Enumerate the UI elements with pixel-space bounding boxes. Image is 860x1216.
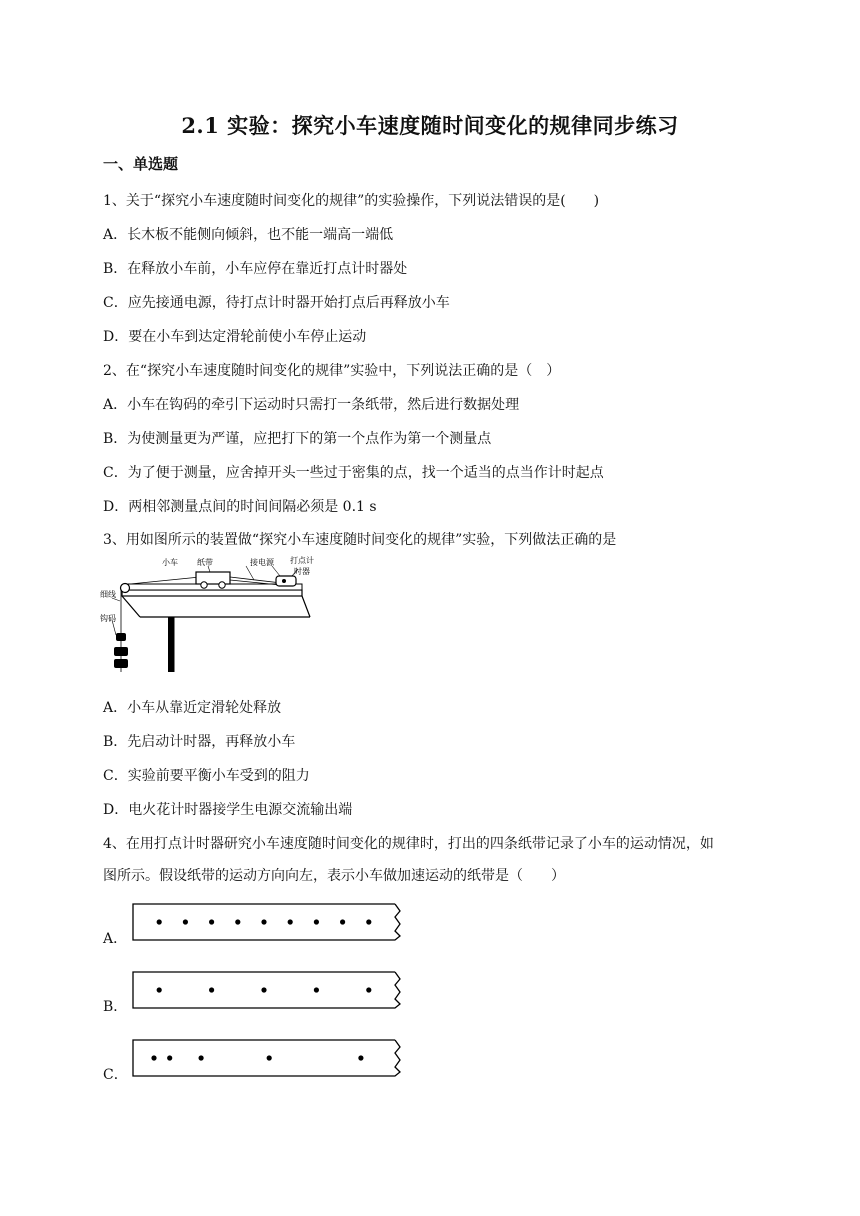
tape-dot <box>366 987 371 992</box>
tape-dot <box>199 1055 204 1060</box>
tape-dot <box>235 919 240 924</box>
question-2-option-a: A．小车在钩码的牵引下运动时只需打一条纸带，然后进行数据处理 <box>103 397 520 413</box>
tape-dot <box>314 987 319 992</box>
figure-label-string: 细线 <box>100 590 116 599</box>
tape-dot <box>261 919 266 924</box>
page-title: 2.1 实验：探究小车速度随时间变化的规律同步练习 <box>181 113 679 138</box>
tape-option-label: C． <box>103 1067 128 1083</box>
tape-dot <box>288 919 293 924</box>
figure-label-car: 小车 <box>162 558 178 567</box>
tape-dot <box>358 1055 363 1060</box>
figure-label-timer-2: 时器 <box>294 567 310 576</box>
tape-dot <box>261 987 266 992</box>
tape-dot <box>183 919 188 924</box>
question-4-stem-line-1: 4、在用打点计时器研究小车速度随时间变化的规律时，打出的四条纸带记录了小车的运动情况，如 <box>103 836 714 852</box>
figure-label-tape: 纸带 <box>197 558 213 567</box>
tape-dot <box>340 919 345 924</box>
tape-dot <box>209 987 214 992</box>
question-2-option-d: D．两相邻测量点间的时间间隔必须是 0.1 s <box>103 499 377 515</box>
question-1-stem: 1、关于“探究小车速度随时间变化的规律”的实验操作，下列说法错误的是( ) <box>103 193 600 209</box>
tape-dot <box>167 1055 172 1060</box>
question-1-option-a: A．长木板不能侧向倾斜，也不能一端高一端低 <box>103 227 394 243</box>
question-1-option-c: C．应先接通电源，待打点计时器开始打点后再释放小车 <box>103 295 450 311</box>
question-3-option-b: B．先启动计时器，再释放小车 <box>103 734 296 750</box>
tape-option-label: A． <box>103 931 128 947</box>
tape-dot <box>314 919 319 924</box>
paper-tape <box>131 1038 411 1078</box>
experiment-apparatus-figure <box>100 555 315 680</box>
tape-dot <box>209 919 214 924</box>
paper-tape <box>131 970 411 1010</box>
tape-dot <box>267 1055 272 1060</box>
question-2-option-b: B．为使测量更为严谨，应把打下的第一个点作为第一个测量点 <box>103 431 492 447</box>
question-1-option-d: D．要在小车到达定滑轮前使小车停止运动 <box>103 329 367 345</box>
question-3-stem: 3、用如图所示的装置做“探究小车速度随时间变化的规律”实验，下列做法正确的是 <box>103 532 617 548</box>
question-3-option-c: C．实验前要平衡小车受到的阻力 <box>103 768 310 784</box>
paper-tape <box>131 902 411 942</box>
question-2-option-c: C．为了便于测量，应舍掉开头一些过于密集的点，找一个适当的点当作计时起点 <box>103 465 604 481</box>
question-3-option-d: D．电火花计时器接学生电源交流输出端 <box>103 802 353 818</box>
question-4-stem-line-2: 图所示。假设纸带的运动方向向左，表示小车做加速运动的纸带是（ ） <box>103 868 565 884</box>
figure-label-weight: 钩码 <box>100 614 116 623</box>
tape-dot <box>157 987 162 992</box>
tape-option-label: B． <box>103 999 128 1015</box>
tape-dot <box>151 1055 156 1060</box>
tape-dot <box>157 919 162 924</box>
tape-dot <box>366 919 371 924</box>
figure-label-timer-1: 打点计 <box>290 556 314 565</box>
question-2-stem: 2、在“探究小车速度随时间变化的规律”实验中，下列说法正确的是（ ） <box>103 363 561 379</box>
figure-label-power: 接电源 <box>250 558 274 567</box>
question-3-option-a: A．小车从靠近定滑轮处释放 <box>103 700 282 716</box>
section-heading: 一、单选题 <box>103 155 179 173</box>
question-1-option-b: B．在释放小车前，小车应停在靠近打点计时器处 <box>103 261 408 277</box>
